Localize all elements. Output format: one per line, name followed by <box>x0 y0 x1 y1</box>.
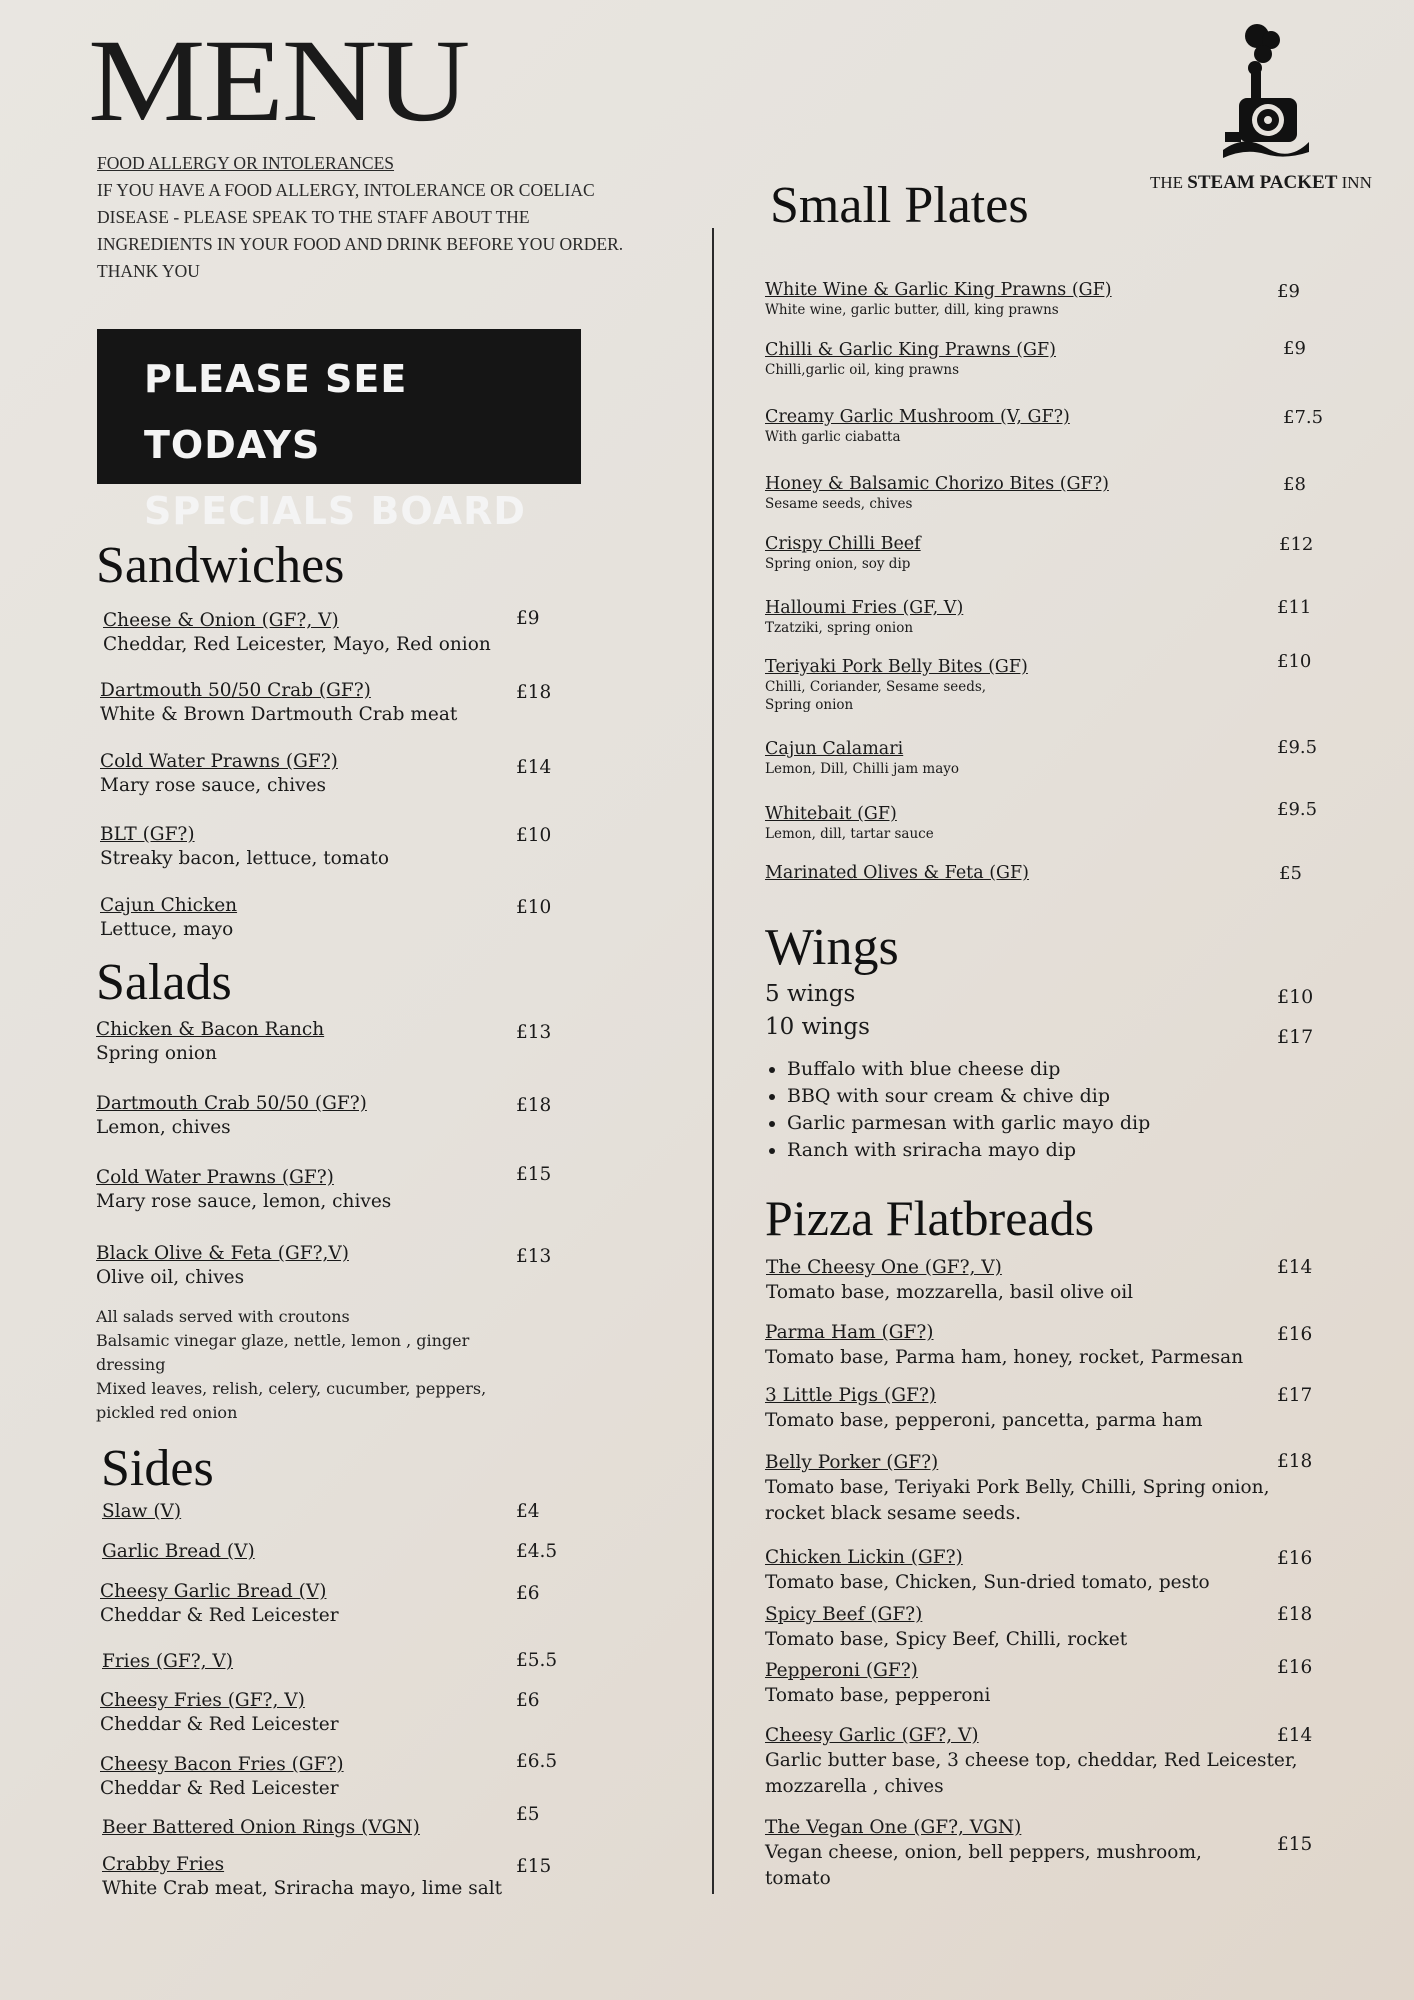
item-name: Dartmouth Crab 50/50 (GF?) <box>96 1093 367 1114</box>
item-name: Garlic Bread (V) <box>102 1541 255 1562</box>
sandwiches-heading: Sandwiches <box>96 537 345 594</box>
menu-item <box>765 339 1056 379</box>
item-price: £17 <box>1277 1026 1314 1048</box>
item-desc: Spring onion <box>96 1043 217 1064</box>
item-price: £9.5 <box>1277 737 1318 758</box>
allergy-heading: FOOD ALLERGY OR INTOLERANCES <box>97 153 395 173</box>
item-name: Cajun Calamari <box>765 739 904 759</box>
item-name: Chicken Lickin (GF?) <box>765 1547 963 1568</box>
item-name: Cheesy Bacon Fries (GF?) <box>100 1754 344 1775</box>
menu-item <box>765 862 1029 884</box>
item-desc: Mary rose sauce, lemon, chives <box>96 1191 392 1212</box>
allergy-notice <box>97 150 687 285</box>
menu-title: MENU <box>88 15 469 146</box>
item-price: £18 <box>1277 1451 1313 1472</box>
item-desc: Streaky bacon, lettuce, tomato <box>100 848 389 869</box>
item-name: Cold Water Prawns (GF?) <box>96 1167 334 1188</box>
item-name: Cheesy Garlic (GF?, V) <box>765 1725 979 1746</box>
item-name: Cold Water Prawns (GF?) <box>100 751 338 772</box>
item-name: The Cheesy One (GF?, V) <box>766 1257 1002 1278</box>
item-name: Cheese & Onion (GF?, V) <box>103 610 339 631</box>
item-price: £5 <box>516 1804 540 1825</box>
item-desc: Vegan cheese, onion, bell peppers, mushroom, <box>765 1842 1202 1863</box>
small-plates-heading: Small Plates <box>770 177 1029 234</box>
item-desc: Mary rose sauce, chives <box>100 775 327 796</box>
menu-item <box>103 609 491 657</box>
menu-item <box>100 1580 339 1628</box>
item-desc: White Crab meat, Sriracha mayo, lime salt <box>102 1878 503 1899</box>
item-price: £4 <box>516 1501 540 1522</box>
item-price: £7.5 <box>1283 407 1324 428</box>
specials-banner <box>97 329 581 533</box>
logo-text-pre: THE <box>1150 173 1184 192</box>
item-price: £16 <box>1277 1324 1313 1345</box>
note-line: Balsamic vinegar glaze, nettle, lemon , ginger <box>96 1331 470 1350</box>
logo-text-bold: STEAM PACKET <box>1187 172 1338 193</box>
allergy-line: IF YOU HAVE A FOOD ALLERGY, INTOLERANCE OR COELIAC <box>97 180 595 200</box>
item-desc: Tomato base, Teriyaki Pork Belly, Chilli, Spring onion, <box>765 1477 1270 1498</box>
menu-item <box>765 406 1070 446</box>
item-price: £11 <box>1277 597 1312 618</box>
item-name: Black Olive & Feta (GF?,V) <box>96 1243 349 1264</box>
sides-heading: Sides <box>101 1440 214 1497</box>
item-desc: Cheddar & Red Leicester <box>100 1714 339 1735</box>
menu-item <box>765 1659 990 1709</box>
item-desc: Chilli,garlic oil, king prawns <box>765 362 960 378</box>
note-line: pickled red onion <box>96 1403 238 1422</box>
item-desc: With garlic ciabatta <box>765 429 901 445</box>
allergy-line: INGREDIENTS IN YOUR FOOD AND DRINK BEFORE YOU ORDER. <box>97 234 624 254</box>
item-name: Dartmouth 50/50 Crab (GF?) <box>100 680 371 701</box>
menu-item <box>765 1816 1202 1892</box>
salads-heading: Salads <box>96 954 232 1011</box>
item-name: Cheesy Fries (GF?, V) <box>100 1690 305 1711</box>
item-price: £9 <box>1283 338 1306 359</box>
steam-train-icon <box>1205 22 1315 167</box>
item-price: £18 <box>516 682 552 703</box>
menu-item <box>100 679 457 727</box>
item-price: £5 <box>1279 863 1302 884</box>
menu-item <box>765 1321 1243 1371</box>
item-name: Crispy Chilli Beef <box>765 534 921 554</box>
wings-heading: Wings <box>765 919 899 976</box>
item-name: Chilli & Garlic King Prawns (GF) <box>765 340 1056 360</box>
item-name: Marinated Olives & Feta (GF) <box>765 863 1029 883</box>
item-name: Crabby Fries <box>102 1854 225 1875</box>
item-desc: Tomato base, pepperoni <box>765 1685 991 1706</box>
menu-item <box>765 1384 1203 1434</box>
item-name: Slaw (V) <box>102 1501 182 1522</box>
menu-item <box>102 1650 233 1674</box>
menu-item <box>100 750 338 798</box>
item-desc: Tzatziki, spring onion <box>765 620 914 636</box>
menu-item <box>102 1853 502 1901</box>
item-name: Whitebait (GF) <box>765 804 897 824</box>
note-line: All salads served with croutons <box>96 1307 350 1326</box>
menu-item <box>96 1018 324 1066</box>
item-desc: Lettuce, mayo <box>100 919 234 940</box>
item-name: Fries (GF?, V) <box>102 1651 234 1672</box>
menu-item <box>765 1451 1269 1527</box>
item-desc: Sesame seeds, chives <box>765 496 913 512</box>
menu-item <box>100 894 237 942</box>
item-desc: Tomato base, Spicy Beef, Chilli, rocket <box>765 1629 1128 1650</box>
item-price: £14 <box>516 757 552 778</box>
item-name: Honey & Balsamic Chorizo Bites (GF?) <box>765 474 1109 494</box>
item-desc: Tomato base, Chicken, Sun-dried tomato, pesto <box>765 1572 1210 1593</box>
item-price: £13 <box>516 1246 552 1267</box>
wing-flavour: • BBQ with sour cream & chive dip <box>787 1083 1150 1110</box>
item-name: White Wine & Garlic King Prawns (GF) <box>765 280 1112 300</box>
item-name: Cajun Chicken <box>100 895 238 916</box>
item-desc: Cheddar & Red Leicester <box>100 1605 339 1626</box>
wings-option: 5 wings <box>765 981 856 1007</box>
item-price: £16 <box>1277 1548 1313 1569</box>
wing-flavours-list <box>765 1056 1150 1164</box>
item-name: Teriyaki Pork Belly Bites (GF) <box>765 657 1028 677</box>
item-name: The Vegan One (GF?, VGN) <box>765 1817 1022 1838</box>
item-desc: rocket black sesame seeds. <box>765 1503 1022 1524</box>
menu-item <box>100 1753 344 1801</box>
logo-text <box>1150 172 1372 194</box>
item-price: £9 <box>516 608 540 629</box>
item-name: BLT (GF?) <box>100 824 195 845</box>
note-line: dressing <box>96 1355 166 1374</box>
menu-item <box>96 1242 349 1290</box>
item-desc: Spring onion, soy dip <box>765 556 911 572</box>
logo-text-post: INN <box>1341 173 1372 192</box>
menu-item <box>765 279 1112 319</box>
item-desc: Olive oil, chives <box>96 1267 245 1288</box>
menu-item <box>765 738 959 778</box>
item-price: £10 <box>1277 986 1314 1008</box>
item-desc: Spring onion <box>765 697 854 713</box>
item-price: £10 <box>516 825 552 846</box>
item-name: Beer Battered Onion Rings (VGN) <box>102 1817 420 1838</box>
item-desc: Cheddar, Red Leicester, Mayo, Red onion <box>103 634 491 655</box>
menu-item <box>765 473 1109 513</box>
item-price: £17 <box>1277 1385 1313 1406</box>
menu-item <box>102 1816 420 1840</box>
item-price: £5.5 <box>516 1650 558 1671</box>
allergy-line: DISEASE - PLEASE SPEAK TO THE STAFF ABOUT THE <box>97 207 530 227</box>
column-divider <box>712 228 714 1894</box>
item-desc: Garlic butter base, 3 cheese top, cheddar, Red Leicester, <box>765 1750 1298 1771</box>
pizza-heading: Pizza Flatbreads <box>765 1190 1095 1246</box>
item-price: £6 <box>516 1690 540 1711</box>
item-price: £6 <box>516 1583 540 1604</box>
item-price: £10 <box>1277 651 1312 672</box>
item-price: £15 <box>1277 1834 1313 1855</box>
item-name: Halloumi Fries (GF, V) <box>765 598 964 618</box>
item-price: £18 <box>516 1095 552 1116</box>
item-name: Cheesy Garlic Bread (V) <box>100 1581 327 1602</box>
item-desc: Tomato base, Parma ham, honey, rocket, Parmesan <box>765 1347 1244 1368</box>
wing-flavour: • Ranch with sriracha mayo dip <box>787 1137 1150 1164</box>
menu-item <box>765 533 921 573</box>
item-desc: tomato <box>765 1868 831 1889</box>
item-name: Spicy Beef (GF?) <box>765 1604 923 1625</box>
wing-flavour: • Buffalo with blue cheese dip <box>787 1056 1150 1083</box>
item-price: £13 <box>516 1022 552 1043</box>
item-price: £14 <box>1277 1725 1313 1746</box>
item-price: £18 <box>1277 1604 1313 1625</box>
menu-item <box>96 1092 367 1140</box>
item-name: Creamy Garlic Mushroom (V, GF?) <box>765 407 1070 427</box>
item-price: £12 <box>1279 534 1314 555</box>
menu-item <box>100 1689 339 1737</box>
item-desc: Chilli, Coriander, Sesame seeds, <box>765 679 987 695</box>
menu-item <box>102 1540 255 1564</box>
item-price: £16 <box>1277 1657 1313 1678</box>
item-desc: Tomato base, mozzarella, basil olive oil <box>766 1282 1134 1303</box>
item-price: £10 <box>516 897 552 918</box>
wing-flavour: • Garlic parmesan with garlic mayo dip <box>787 1110 1150 1137</box>
item-name: Chicken & Bacon Ranch <box>96 1019 325 1040</box>
specials-line: SPECIALS BOARD <box>144 489 526 533</box>
item-price: £9 <box>1277 281 1300 302</box>
item-desc: Lemon, Dill, Chilli jam mayo <box>765 761 960 777</box>
menu-item <box>766 1256 1133 1306</box>
item-price: £4.5 <box>516 1541 558 1562</box>
item-desc: mozzarella , chives <box>765 1776 944 1797</box>
salads-note <box>96 1305 486 1425</box>
allergy-line: THANK YOU <box>97 261 200 281</box>
menu-item <box>765 1546 1210 1596</box>
menu-item <box>765 656 1028 714</box>
note-line: Mixed leaves, relish, celery, cucumber, peppers, <box>96 1379 487 1398</box>
item-desc: Cheddar & Red Leicester <box>100 1778 339 1799</box>
item-price: £15 <box>516 1856 552 1877</box>
menu-item <box>765 1724 1298 1800</box>
menu-item <box>100 823 389 871</box>
item-price: £8 <box>1283 474 1306 495</box>
item-name: Belly Porker (GF?) <box>765 1452 939 1473</box>
item-name: Pepperoni (GF?) <box>765 1660 918 1681</box>
item-name: Parma Ham (GF?) <box>765 1322 934 1343</box>
menu-item <box>765 597 963 637</box>
item-price: £6.5 <box>516 1751 558 1772</box>
item-price: £15 <box>516 1164 552 1185</box>
menu-item <box>765 1603 1127 1653</box>
menu-item <box>96 1166 391 1214</box>
item-desc: Lemon, chives <box>96 1117 231 1138</box>
menu-item <box>102 1500 181 1524</box>
item-desc: White & Brown Dartmouth Crab meat <box>100 704 458 725</box>
item-price: £14 <box>1277 1257 1313 1278</box>
specials-line: PLEASE SEE TODAYS <box>144 357 408 467</box>
item-desc: Tomato base, pepperoni, pancetta, parma ham <box>765 1410 1203 1431</box>
menu-item <box>765 803 934 843</box>
item-desc: Lemon, dill, tartar sauce <box>765 826 934 842</box>
item-desc: White wine, garlic butter, dill, king prawns <box>765 302 1059 318</box>
item-price: £9.5 <box>1277 799 1318 820</box>
item-name: 3 Little Pigs (GF?) <box>765 1385 937 1406</box>
wings-option: 10 wings <box>765 1014 870 1040</box>
